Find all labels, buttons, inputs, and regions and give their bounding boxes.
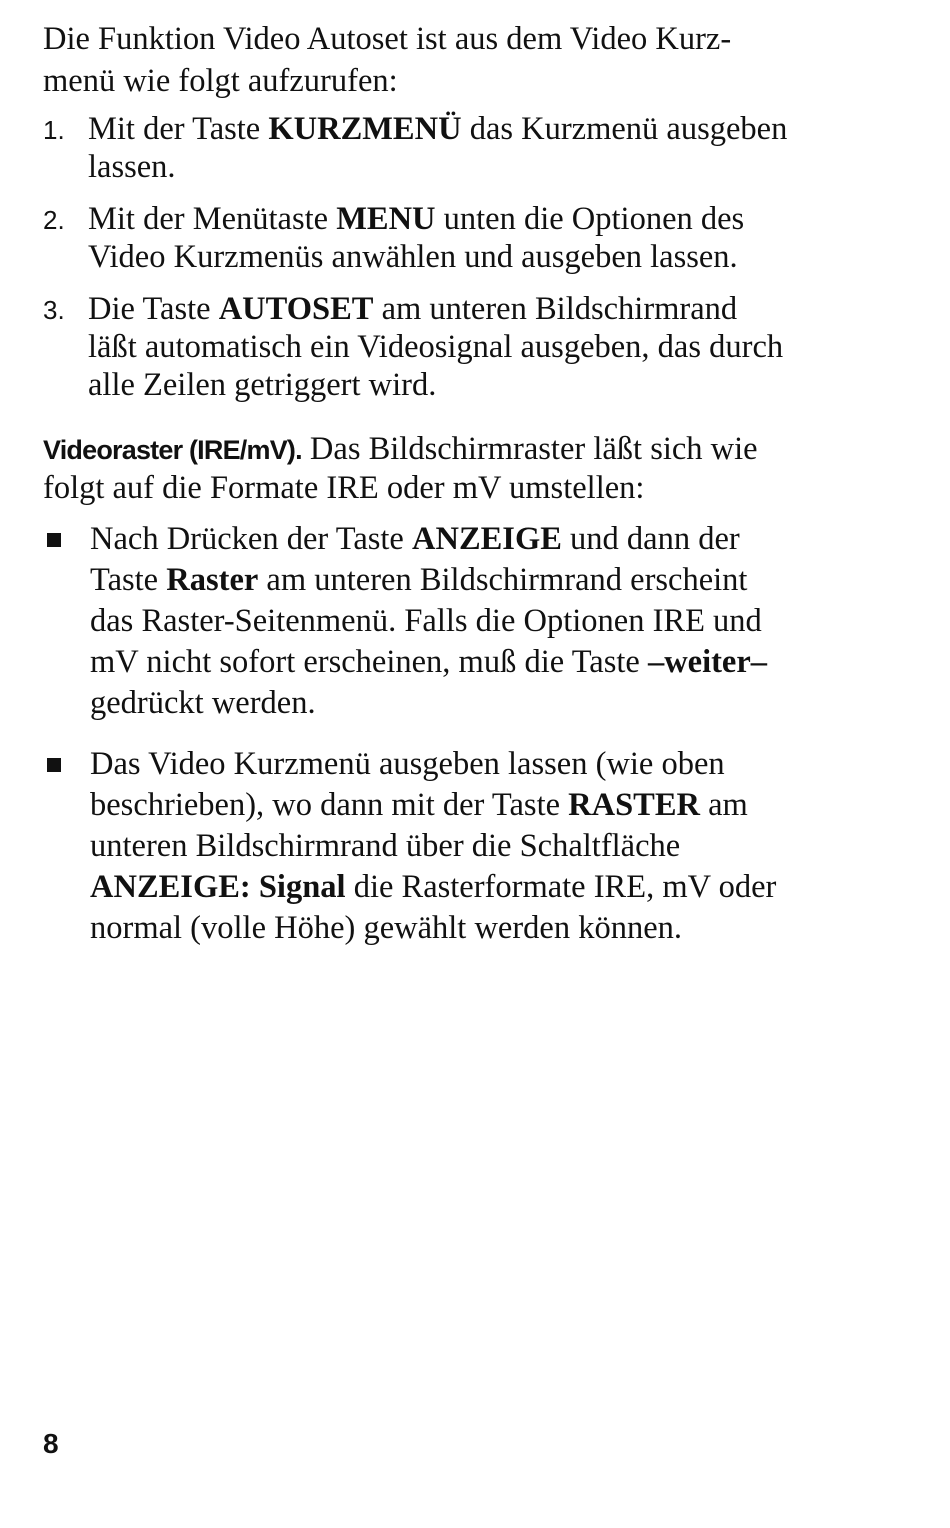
raster-bullet-list (43, 519, 873, 949)
step-number: 3. (43, 295, 65, 325)
step-number: 2. (43, 205, 65, 235)
step-text: alle Zeilen getriggert wird. (88, 367, 437, 403)
key-name: ANZEIGE: Signal (90, 869, 346, 905)
page-number: 8 (43, 1428, 59, 1459)
key-name: ANZEIGE (412, 521, 562, 557)
step-text: lassen. (88, 149, 176, 185)
section-text: Das Bildschirmraster läßt sich wie (301, 431, 758, 467)
square-bullet-icon (47, 758, 61, 772)
bullet-text: am (700, 787, 748, 823)
step-text: läßt automatisch ein Videosignal ausgeben, das durch (88, 329, 784, 365)
videoraster-paragraph (43, 430, 873, 507)
bullet-text: Nach Drücken der Taste (90, 521, 412, 557)
bullet-text: das Raster-Seitenmenü. Falls die Optionen IRE und (90, 603, 762, 639)
step-text: Die Taste (88, 291, 219, 327)
bullet-text: beschrieben), wo dann mit der Taste (90, 787, 569, 823)
bullet-text: mV nicht sofort erscheinen, muß die Taste (90, 644, 648, 680)
bullet-item (43, 744, 873, 949)
bullet-text: und dann der (561, 521, 740, 557)
key-name: –weiter– (647, 644, 768, 680)
step-number: 1. (43, 115, 65, 145)
bullet-text: gedrückt werden. (90, 685, 316, 721)
step-item (43, 110, 873, 186)
step-text: das Kurzmenü ausgeben (461, 111, 788, 147)
bullet-text: Das Video Kurzmenü ausgeben lassen (wie oben (90, 746, 725, 782)
key-name: AUTOSET (218, 291, 374, 327)
square-bullet-icon (47, 533, 61, 547)
key-name: MENU (336, 201, 436, 237)
section-text: folgt auf die Formate IRE oder mV umstellen: (43, 470, 645, 506)
bullet-text: Taste (90, 562, 167, 598)
bullet-text: die Rasterformate IRE, mV oder (345, 869, 777, 905)
key-name: RASTER (568, 787, 700, 823)
step-text: am unteren Bildschirmrand (373, 291, 738, 327)
step-text: Video Kurzmenüs anwählen und ausgeben lassen. (88, 239, 738, 275)
manual-page (43, 18, 873, 969)
key-name: Raster (166, 562, 259, 598)
intro-line: Die Funktion Video Autoset ist aus dem Video Kurz- (43, 21, 732, 57)
key-name: KURZMENÜ (268, 111, 462, 147)
step-text: unten die Optionen des (435, 201, 745, 237)
step-text: Mit der Menütaste (88, 201, 337, 237)
step-text: Mit der Taste (88, 111, 269, 147)
intro-paragraph (43, 18, 873, 102)
bullet-item (43, 519, 873, 724)
autoset-steps-list (43, 110, 873, 404)
step-item (43, 200, 873, 276)
intro-line: menü wie folgt aufzurufen: (43, 63, 398, 99)
step-item (43, 290, 873, 404)
bullet-text: am unteren Bildschirmrand erscheint (258, 562, 748, 598)
bullet-text: unteren Bildschirmrand über die Schaltfläche (90, 828, 681, 864)
bullet-text: normal (volle Höhe) gewählt werden können. (90, 910, 683, 946)
section-heading: Videoraster (IRE/mV). (43, 435, 302, 465)
